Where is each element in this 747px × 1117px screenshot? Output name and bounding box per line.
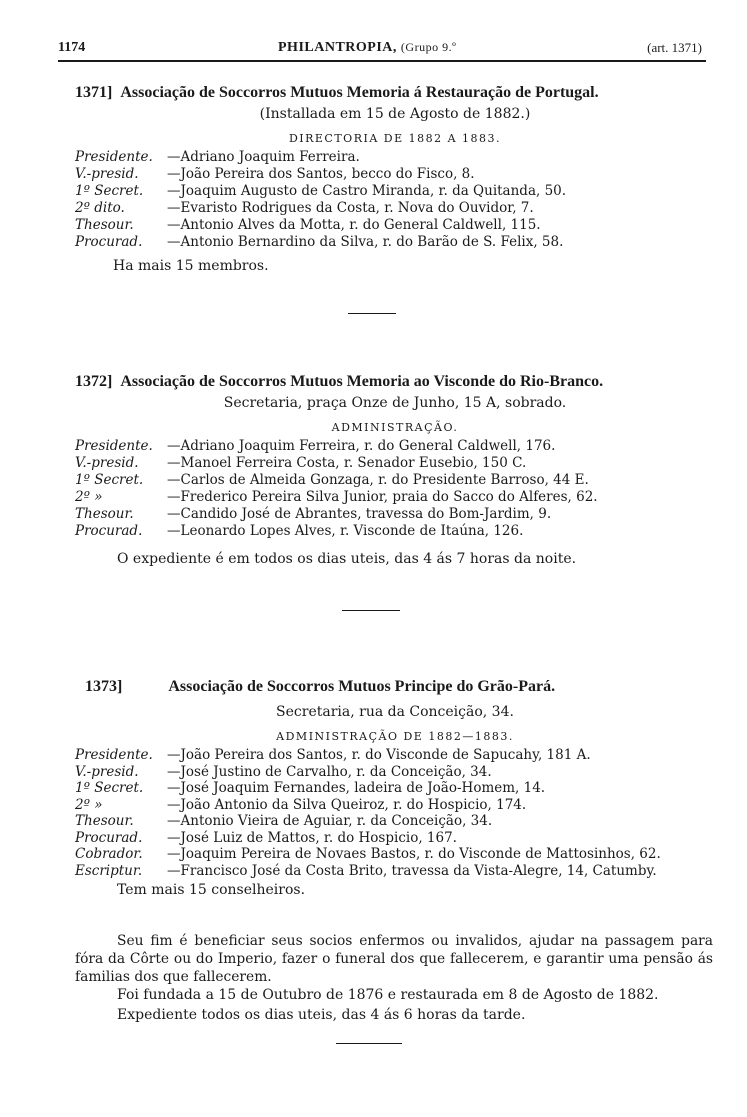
officer-row [75, 523, 715, 540]
officer-row [75, 149, 715, 166]
entry-note: O expediente é em todos os dias uteis, das 4 ás 7 horas da noite. [117, 551, 577, 567]
officer-role: Escriptur. [75, 862, 143, 879]
entry-heading [75, 373, 715, 391]
entry-note: Ha mais 15 membros. [113, 258, 269, 274]
officer-row [75, 472, 715, 489]
officer-row [75, 234, 715, 251]
officer-role: 2º dito. [75, 200, 125, 216]
officer-row [75, 200, 715, 217]
officer-text: —Leonardo Lopes Alves, r. Visconde de Itaúna, 126. [167, 523, 524, 539]
entry-heading [85, 678, 715, 696]
officer-text: —José Justino de Carvalho, r. da Conceição, 34. [167, 763, 492, 780]
officer-list [75, 747, 715, 879]
officer-role: Presidente. [75, 438, 153, 454]
officer-text: —João Pereira dos Santos, r. do Visconde de Sapucahy, 181 A. [167, 747, 591, 763]
entry-heading [75, 84, 715, 102]
officer-row [75, 183, 715, 200]
officer-row [75, 217, 715, 234]
officer-text: —João Antonio da Silva Queiroz, r. do Hospicio, 174. [167, 796, 527, 813]
officer-row [75, 489, 715, 506]
officer-list [75, 149, 715, 251]
officer-text: —Francisco José da Costa Brito, travessa da Vista-Alegre, 14, Catumby. [167, 862, 657, 879]
officer-text: —Joaquim Augusto de Castro Miranda, r. da Quitanda, 50. [167, 183, 567, 199]
running-title-main: PHILANTROPIA, [278, 40, 397, 55]
officer-role: Procurad. [75, 523, 143, 539]
entry-name: Associação de Soccorros Mutuos Memoria ao Visconde do Rio-Branco. [120, 373, 604, 390]
officer-text: —Frederico Pereira Silva Junior, praia do Sacco do Alferes, 62. [167, 489, 598, 505]
section-title: ADMINISTRAÇÃO. [331, 421, 459, 434]
officer-text: —Antonio Alves da Motta, r. do General Caldwell, 115. [167, 217, 541, 233]
officer-role: 1º Secret. [75, 780, 144, 796]
section-title: DIRECTORIA DE 1882 A 1883. [288, 132, 502, 145]
officer-row [75, 846, 715, 863]
officer-text: —José Joaquim Fernandes, ladeira de João-Homem, 14. [167, 780, 546, 796]
officer-text: —José Luiz de Mattos, r. do Hospicio, 167. [167, 829, 457, 846]
officer-row [75, 455, 715, 472]
officer-role: Procurad. [75, 234, 143, 250]
entry-number: 1371] [75, 84, 113, 101]
entry-name: Associação de Soccorros Mutuos Principe do Grão-Pará. [168, 678, 556, 695]
officer-row [75, 797, 715, 814]
entry-subtitle: Secretaria, rua da Conceição, 34. [276, 704, 514, 720]
officer-text: —Candido José de Abrantes, travessa do Bom-Jardim, 9. [167, 506, 552, 522]
officer-row [75, 166, 715, 183]
entry-note: Expediente todos os dias uteis, das 4 ás 6 horas da tarde. [117, 1007, 526, 1023]
officer-role: 2º » [75, 489, 103, 505]
officer-list [75, 438, 715, 540]
officer-role: Procurad. [75, 829, 143, 846]
entry-note: Seu fim é beneficiar seus socios enfermos ou invalidos, ajudar na passagem para fóra da Côrte ou do Imperio, fazer o funeral dos que fallecerem, e garantir uma pensão ás familias dos que fallecerem. [75, 933, 713, 985]
officer-text: —Joaquim Pereira de Novaes Bastos, r. do Visconde de Mattosinhos, 62. [167, 846, 661, 862]
entry-note: Tem mais 15 conselheiros. [117, 882, 306, 898]
officer-row [75, 863, 715, 880]
officer-role: Presidente. [75, 747, 153, 763]
officer-text: —Evaristo Rodrigues da Costa, r. Nova do Ouvidor, 7. [167, 200, 534, 216]
entry-1373 [85, 678, 715, 696]
section-divider [342, 610, 400, 611]
entry-subtitle: Secretaria, praça Onze de Junho, 15 A, sobrado. [223, 395, 567, 411]
officer-text: —Antonio Vieira de Aguiar, r. da Conceição, 34. [167, 813, 493, 829]
officer-text: —Manoel Ferreira Costa, r. Senador Eusebio, 150 C. [167, 455, 527, 471]
entry-1372 [75, 373, 715, 568]
page-number: 1174 [58, 40, 86, 55]
entry-1373-body [75, 700, 715, 899]
section-divider [348, 313, 396, 314]
officer-row [75, 830, 715, 847]
officer-text: —Adriano Joaquim Ferreira, r. do General Caldwell, 176. [167, 438, 556, 454]
officer-role: Thesour. [75, 506, 134, 522]
officer-row [75, 764, 715, 781]
entry-note: Foi fundada a 15 de Outubro de 1876 e restaurada em 8 de Agosto de 1882. [117, 987, 659, 1003]
officer-row [75, 506, 715, 523]
entry-number: 1372] [75, 373, 113, 390]
article-range: (art. 1371) [647, 40, 702, 55]
entry-name: Associação de Soccorros Mutuos Memoria á Restauração de Portugal. [120, 84, 599, 101]
officer-role: V.-presid. [75, 763, 139, 780]
running-title-group: (Grupo 9.º [400, 40, 457, 54]
entry-1371 [75, 84, 715, 275]
officer-text: —Adriano Joaquim Ferreira. [167, 149, 360, 165]
officer-role: V.-presid. [75, 455, 139, 471]
running-title [278, 40, 456, 56]
section-divider [336, 1043, 402, 1044]
officer-role: 1º Secret. [75, 183, 144, 199]
page-header [58, 36, 706, 62]
entry-number: 1373] [85, 678, 123, 695]
officer-row [75, 438, 715, 455]
entry-1373-description [75, 932, 715, 1024]
officer-row [75, 780, 715, 797]
section-title: ADMINISTRAÇÃO DE 1882—1883. [276, 730, 514, 743]
entry-subtitle: (Installada em 15 de Agosto de 1882.) [259, 106, 531, 122]
officer-role: Presidente. [75, 149, 153, 165]
officer-role: Thesour. [75, 813, 134, 829]
officer-role: 2º » [75, 796, 103, 813]
officer-row [75, 747, 715, 764]
officer-text: —Carlos de Almeida Gonzaga, r. do Presidente Barroso, 44 E. [167, 472, 589, 488]
officer-role: 1º Secret. [75, 472, 144, 488]
officer-text: —João Pereira dos Santos, becco do Fisco, 8. [167, 166, 475, 182]
officer-role: Thesour. [75, 217, 134, 233]
officer-role: Cobrador. [75, 846, 143, 862]
officer-role: V.-presid. [75, 166, 139, 182]
officer-row [75, 813, 715, 830]
officer-text: —Antonio Bernardino da Silva, r. do Barão de S. Felix, 58. [167, 234, 564, 250]
